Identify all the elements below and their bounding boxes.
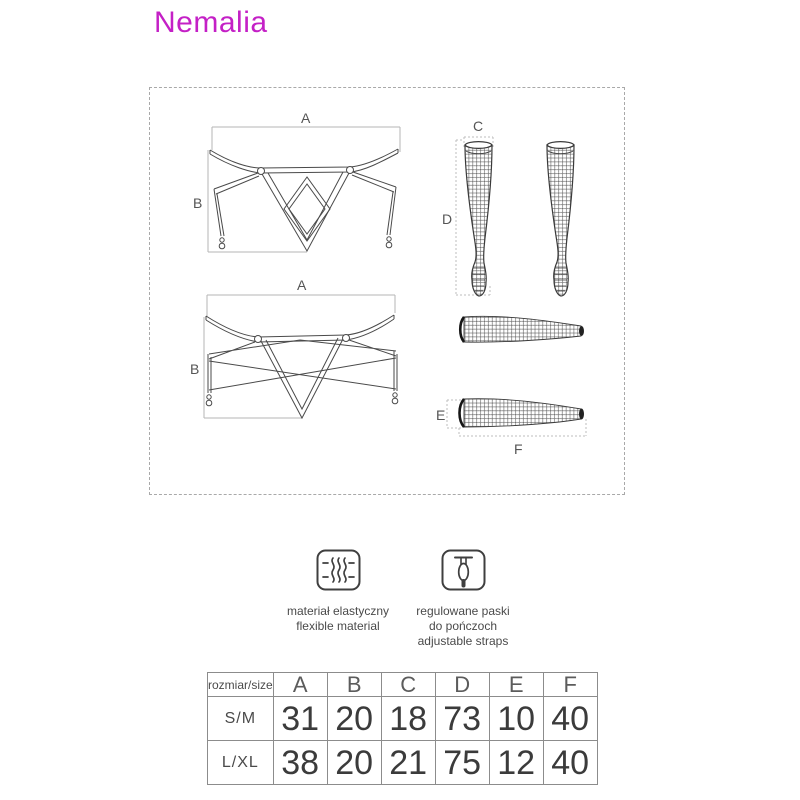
size-value-cell: 40 xyxy=(543,741,597,785)
size-header-cell: D xyxy=(435,673,489,697)
size-table-header-row xyxy=(208,673,598,697)
size-value-cell: 40 xyxy=(543,697,597,741)
size-header-cell: A xyxy=(273,673,327,697)
elastic-material-icon xyxy=(316,549,361,591)
size-value-cell: 75 xyxy=(435,741,489,785)
size-value-cell: 20 xyxy=(327,741,381,785)
size-value-cell: 10 xyxy=(489,697,543,741)
size-header-cell: C xyxy=(381,673,435,697)
size-label-cell: L/XL xyxy=(208,741,274,785)
size-value-cell: 20 xyxy=(327,697,381,741)
size-value-cell: 12 xyxy=(489,741,543,785)
size-label-cell: S/M xyxy=(208,697,274,741)
technical-drawing xyxy=(150,88,624,494)
back-height-label: B xyxy=(190,361,200,377)
diagram-panel xyxy=(149,87,625,495)
feature-adjustable-straps xyxy=(388,549,538,649)
lying-opening-label: E xyxy=(436,407,446,423)
feature-caption-line: flexible material xyxy=(296,619,380,633)
product-title: Nemalia xyxy=(154,6,268,39)
size-header-cell: F xyxy=(543,673,597,697)
size-value-cell: 38 xyxy=(273,741,327,785)
size-value-cell: 21 xyxy=(381,741,435,785)
feature-caption-line: adjustable straps xyxy=(417,634,509,648)
back-garter-diagram xyxy=(190,277,398,418)
feature-caption-line: do pończoch xyxy=(428,619,498,633)
size-header-cell: rozmiar/size xyxy=(208,673,274,697)
stocking-lying-labeled xyxy=(436,399,586,457)
adjustable-straps-icon xyxy=(441,549,486,591)
size-value-cell: 31 xyxy=(273,697,327,741)
feature-caption-line: materiał elastyczny xyxy=(286,604,390,618)
feature-caption-line: regulowane paski xyxy=(416,604,510,618)
back-width-label: A xyxy=(297,277,307,293)
size-table xyxy=(207,672,598,785)
front-garter-diagram xyxy=(193,110,400,252)
stocking-length-label: D xyxy=(442,211,453,227)
size-value-cell: 73 xyxy=(435,697,489,741)
stocking-lying-plain xyxy=(460,316,584,342)
size-value-cell: 18 xyxy=(381,697,435,741)
front-height-label: B xyxy=(193,195,203,211)
size-header-cell: E xyxy=(489,673,543,697)
stocking-top-width-label: C xyxy=(473,118,484,134)
lying-length-label: F xyxy=(514,441,523,457)
stocking-left xyxy=(465,142,492,296)
stocking-right xyxy=(547,142,574,296)
size-table-row-sm xyxy=(208,697,598,741)
stockings-diagram xyxy=(442,118,574,296)
front-width-label: A xyxy=(301,110,311,126)
size-header-cell: B xyxy=(327,673,381,697)
size-table-row-lxl xyxy=(208,741,598,785)
